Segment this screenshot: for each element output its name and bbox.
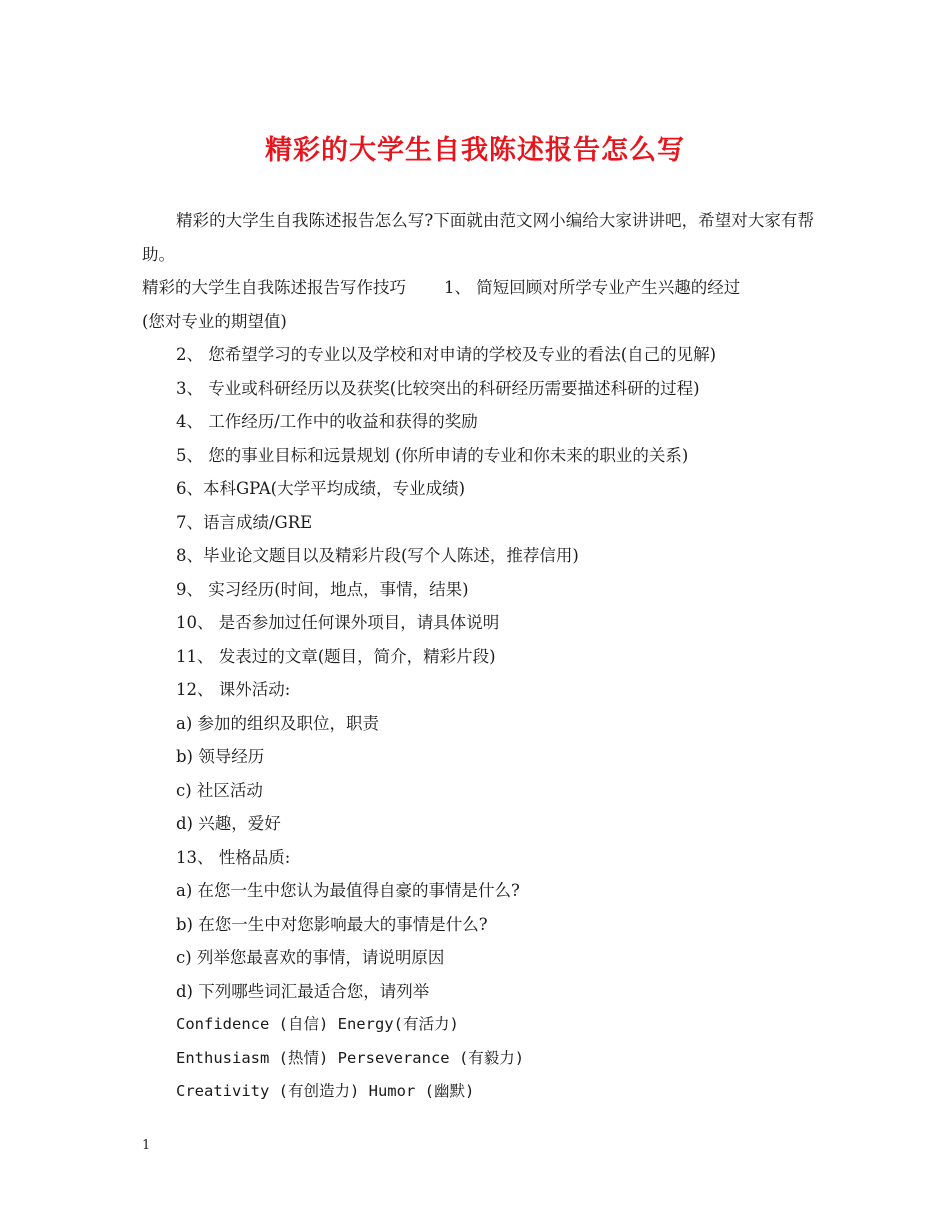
trait-line: Creativity (有创造力) Humor (幽默) — [176, 1082, 475, 1100]
list-item: b) 在您一生中对您影响最大的事情是什么? — [176, 914, 488, 934]
list-item-continuation: (您对专业的期望值) — [142, 311, 287, 331]
section-heading-line — [142, 271, 814, 305]
trait-line: Enthusiasm (热情) Perseverance (有毅力) — [176, 1048, 525, 1067]
list-item: 11、 发表过的文章(题目，简介，精彩片段) — [176, 646, 496, 666]
list-item: c) 社区活动 — [176, 780, 263, 800]
list-item: 1、 简短回顾对所学专业产生兴趣的经过 — [444, 278, 741, 297]
list-item: d) 兴趣，爱好 — [176, 814, 281, 833]
list-item: 8、毕业论文题目以及精彩片段(写个人陈述，推荐信用) — [176, 546, 579, 565]
list-item: 4、 工作经历/工作中的收益和获得的奖励 — [176, 412, 478, 431]
list-item: 13、 性格品质: — [176, 847, 291, 867]
list-item: c) 列举您最喜欢的事情，请说明原因 — [176, 948, 445, 967]
list-item: 6、本科GPA(大学平均成绩，专业成绩) — [176, 479, 466, 498]
list-item: 5、 您的事业目标和远景规划 (你所申请的专业和你未来的职业的关系) — [176, 445, 689, 465]
list-item: b) 领导经历 — [176, 747, 265, 766]
intro-paragraph: 精彩的大学生自我陈述报告怎么写?下面就由范文网小编给大家讲讲吧，希望对大家有帮助。 — [142, 211, 814, 264]
page-title: 精彩的大学生自我陈述报告怎么写 — [265, 135, 685, 166]
document-body — [142, 204, 814, 1109]
list-item: 2、 您希望学习的专业以及学校和对申请的学校及专业的看法(自己的见解) — [176, 345, 717, 364]
list-item: 3、 专业或科研经历以及获奖(比较突出的科研经历需要描述科研的过程) — [176, 378, 700, 398]
list-item: 10、 是否参加过任何课外项目，请具体说明 — [176, 613, 500, 632]
list-item: a) 参加的组织及职位，职责 — [176, 713, 380, 733]
list-item: 12、 课外活动: — [176, 680, 291, 699]
section-heading: 精彩的大学生自我陈述报告写作技巧 — [142, 278, 406, 297]
trait-line: Confidence (自信) Energy(有活力) — [176, 1015, 459, 1033]
page-number: 1 — [142, 1138, 151, 1153]
list-item: d) 下列哪些词汇最适合您，请列举 — [176, 981, 430, 1001]
list-item: a) 在您一生中您认为最值得自豪的事情是什么? — [176, 881, 520, 900]
list-item: 7、语言成绩/GRE — [176, 512, 313, 532]
list-item: 9、 实习经历(时间，地点，事情，结果) — [176, 579, 469, 599]
